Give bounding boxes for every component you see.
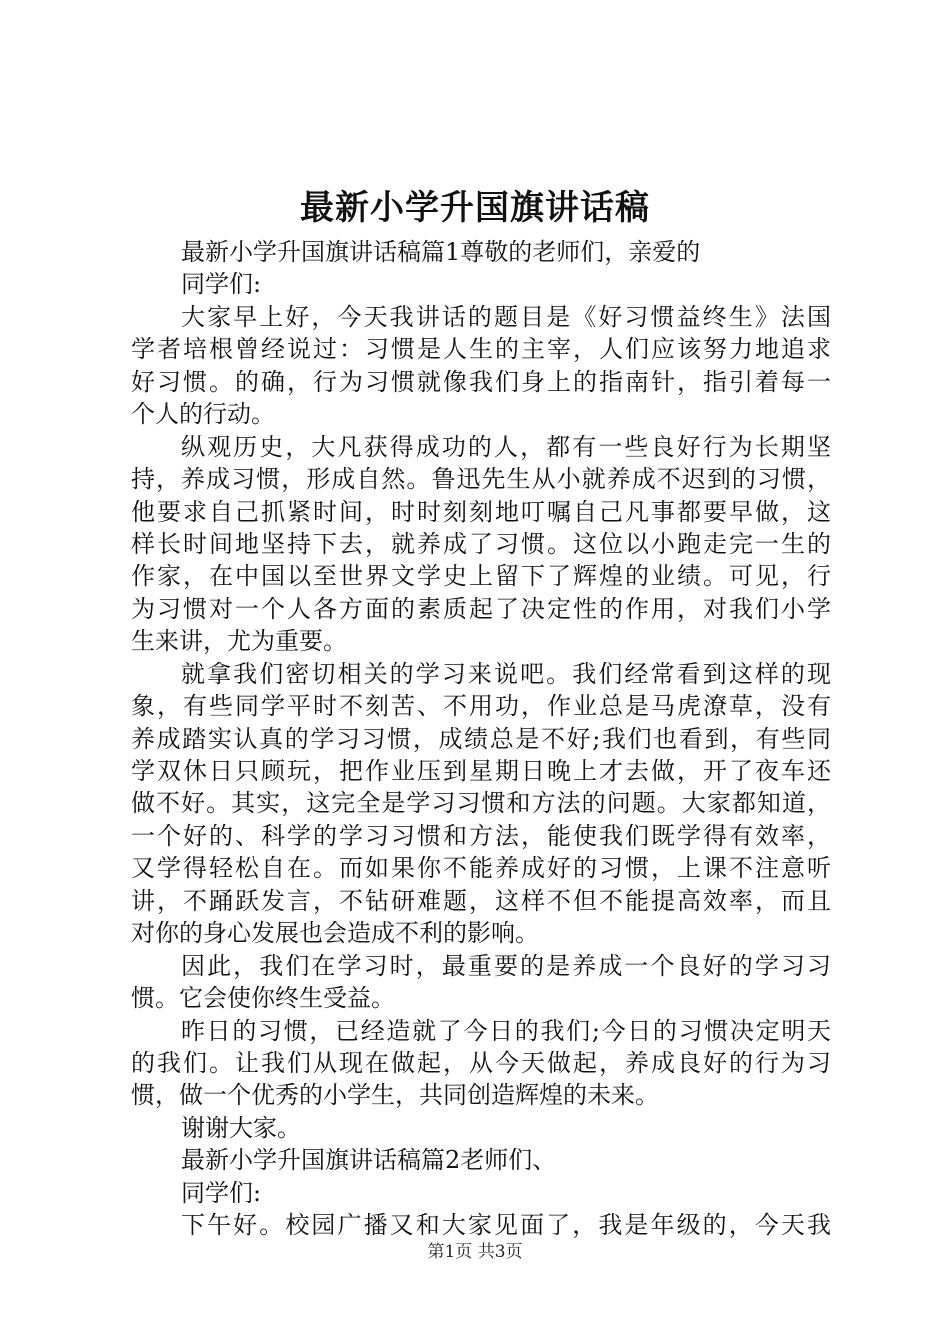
text-line: 做不好。其实，这完全是学习习惯和方法的问题。大家都知道， [131,789,831,818]
text-line: 他要求自己抓紧时间，时时刻刻地叮嘱自己凡事都要早做，这 [131,497,831,526]
text-line: 同学们: [181,1178,262,1207]
text-line: 惯。它会使你终生受益。 [131,984,395,1013]
text-line: 持，养成习惯，形成自然。鲁迅先生从小就养成不迟到的习惯， [131,465,831,494]
text-line: 讲，不踊跃发言，不钻研难题，这样不但不能提高效率，而且 [131,886,831,915]
text-line: 生来讲，尤为重要。 [131,627,347,656]
page-footer: 第1页 共3页 [427,1242,523,1262]
text-line: 对你的身心发展也会造成不利的影响。 [131,919,539,948]
document-body [131,236,831,1242]
text-line: 下午好。校园广播又和大家见面了，我是年级的，今天我 [181,1211,831,1240]
text-line: 纵观历史，大凡获得成功的人，都有一些良好行为长期坚 [181,432,831,461]
text-line: 一个好的、科学的学习习惯和方法，能使我们既学得有效率， [131,821,831,850]
text-line: 同学们: [181,270,262,299]
text-line: 好习惯。的确，行为习惯就像我们身上的指南针，指引着每一 [131,367,831,396]
text-line: 最新小学升国旗讲话稿篇1尊敬的老师们，亲爱的 [181,238,701,266]
text-line: 又学得轻松自在。而如果你不能养成好的习惯，上课不注意听 [131,854,831,883]
text-line: 学者培根曾经说过：习惯是人生的主宰，人们应该努力地追求 [131,335,831,364]
text-line: 为习惯对一个人各方面的素质起了决定性的作用，对我们小学 [131,594,831,623]
page-title: 最新小学升国旗讲话稿 [300,188,650,228]
text-line: 惯，做一个优秀的小学生，共同创造辉煌的未来。 [131,1081,659,1110]
text-line: 昨日的习惯，已经造就了今日的我们;今日的习惯决定明天 [181,1016,831,1045]
text-line: 大家早上好，今天我讲话的题目是《好习惯益终生》法国 [181,302,831,331]
text-line: 的我们。让我们从现在做起，从今天做起，养成良好的行为习 [131,1048,831,1077]
text-line: 最新小学升国旗讲话稿篇2老师们、 [181,1146,557,1175]
text-line: 因此，我们在学习时，最重要的是养成一个良好的学习习 [181,951,831,980]
text-line: 作家，在中国以至世界文学史上留下了辉煌的业绩。可见，行 [131,562,831,591]
text-line: 样长时间地坚持下去，就养成了习惯。这位以小跑走完一生的 [131,529,831,558]
text-line: 个人的行动。 [131,400,275,429]
text-line: 象，有些同学平时不刻苦、不用功，作业总是马虎潦草，没有 [131,692,831,721]
text-line: 谢谢大家。 [181,1113,301,1142]
text-line: 学双休日只顾玩，把作业压到星期日晚上才去做，开了夜车还 [131,757,831,785]
text-line: 养成踏实认真的学习习惯，成绩总是不好;我们也看到，有些同 [131,724,831,753]
text-line: 就拿我们密切相关的学习来说吧。我们经常看到这样的现 [181,659,831,688]
